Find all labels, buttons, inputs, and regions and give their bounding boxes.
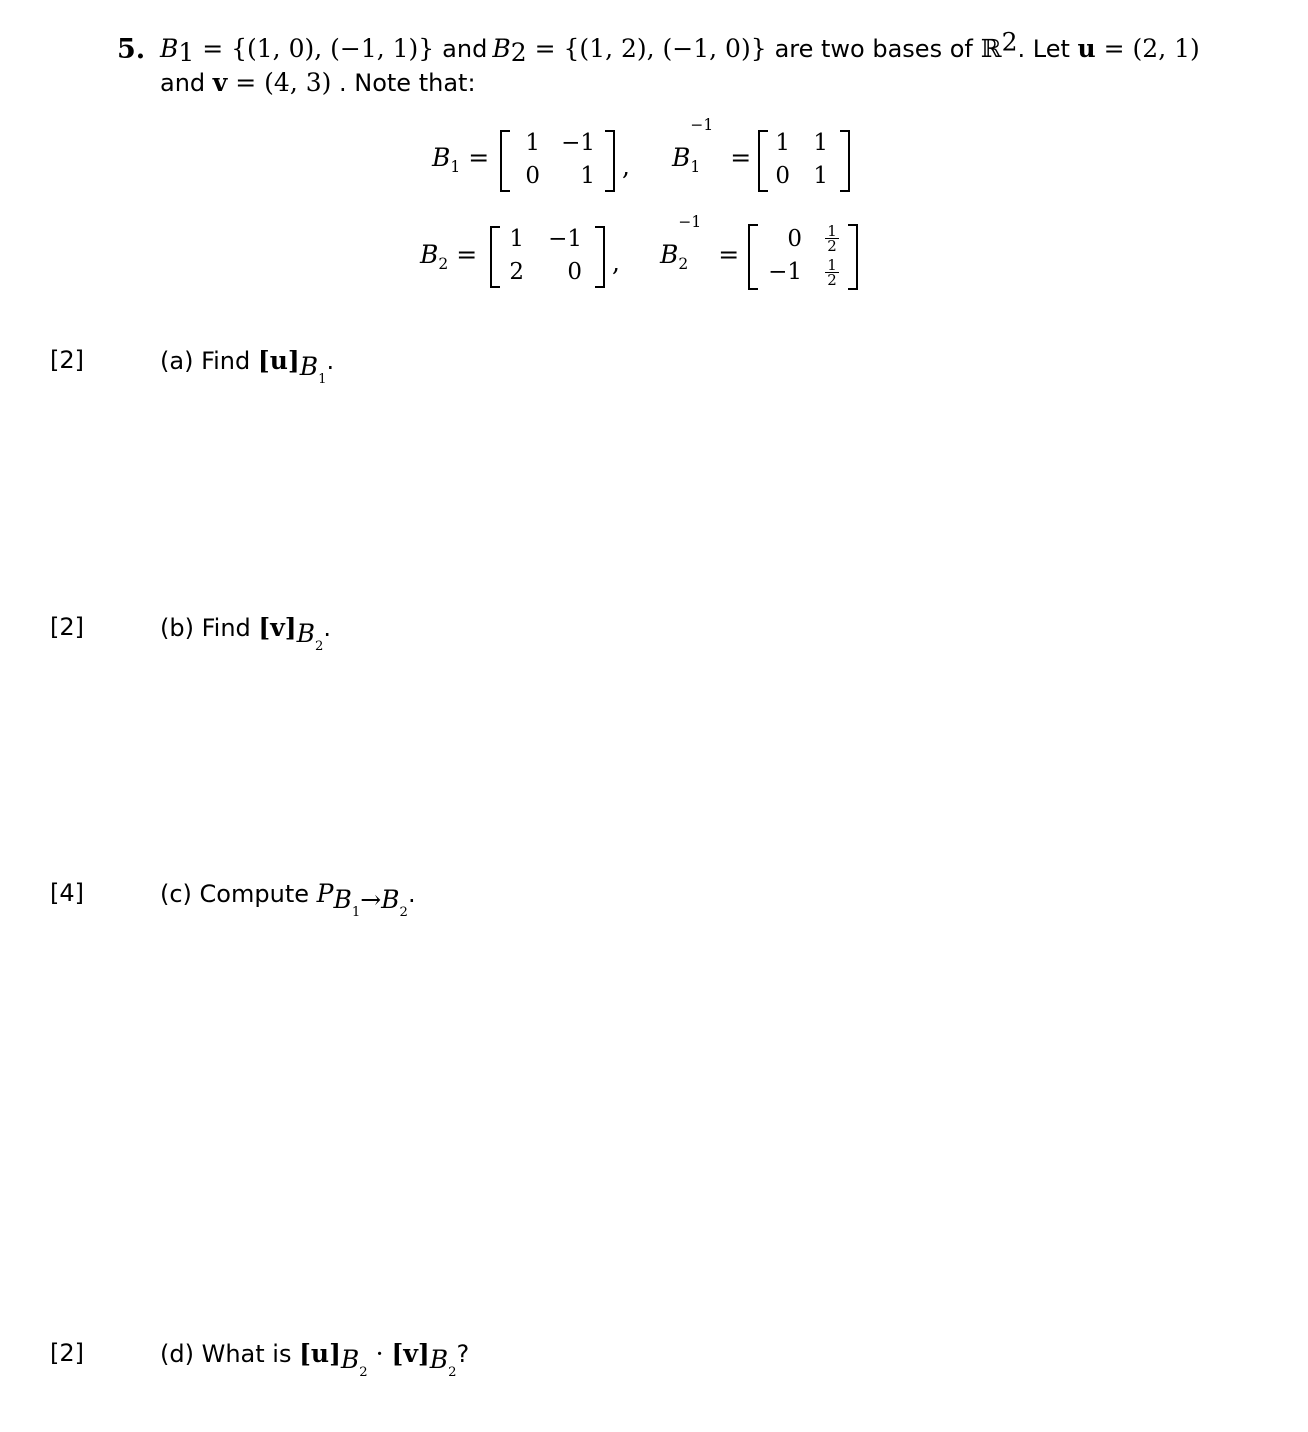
comma: ,	[612, 248, 620, 277]
part-b: (b) Find $[v]_{B2}$.	[160, 613, 331, 654]
matrix-cell: 1	[525, 130, 540, 156]
problem-statement-line-1	[160, 27, 1200, 68]
matrix-cell: 0	[567, 259, 582, 285]
matrix-b1	[500, 130, 615, 192]
fraction-half: $\frac{1}{2}$	[825, 224, 839, 253]
part-a: (a) Find $[u]_{B1}$.	[160, 346, 335, 387]
part-a-math: [u]	[257, 346, 300, 375]
part-d: (d) What is $[u]_{B2} \cdot [v]_{B2}$?	[160, 1339, 470, 1380]
matrix-b2-inverse	[748, 224, 858, 290]
part-d-label: (d) What is	[160, 1340, 300, 1368]
marks-part-d: [2]	[50, 1339, 84, 1367]
b1-set: = {(1, 0), (−1, 1)}	[194, 34, 443, 63]
note-text: . Note that:	[331, 69, 476, 97]
marks-part-a: [2]	[50, 346, 84, 374]
matrix-cell: 1	[775, 130, 790, 156]
b2-set: = {(1, 2), (−1, 0)}	[526, 34, 775, 63]
matrix-b1-label: $B_1$ =	[432, 143, 490, 176]
bases-text: are two bases of	[774, 35, 973, 63]
matrix-cell: −1	[561, 130, 595, 156]
matrix-cell: 1	[509, 226, 524, 252]
u-vector-value: = (2, 1)	[1095, 34, 1200, 63]
and-word-2: and	[160, 69, 213, 97]
b2-subscript: 2	[510, 38, 527, 68]
b1-subscript: 1	[178, 38, 195, 68]
real-space: ℝ	[972, 34, 1002, 63]
matrix-b1-inverse	[758, 130, 850, 192]
matrix-cell: −1	[768, 259, 802, 285]
matrix-cell: 0	[775, 163, 790, 189]
b1-name: B	[160, 34, 179, 63]
matrix-cell: 0	[787, 226, 802, 252]
problem-number: 5.	[117, 34, 146, 65]
matrix-b2	[490, 226, 605, 288]
part-b-math: [v]	[258, 613, 297, 642]
matrix-cell: 1	[813, 163, 828, 189]
real-space-dim: 2	[1001, 27, 1018, 57]
matrix-cell: 1	[813, 130, 828, 156]
comma: ,	[622, 152, 630, 181]
marks-part-c: [4]	[50, 879, 84, 907]
matrix-cell: 2	[509, 259, 524, 285]
part-c-math: P	[316, 879, 334, 908]
part-a-label: (a) Find	[160, 347, 258, 375]
matrix-b2-label: $B_2$ =	[420, 240, 478, 273]
part-b-label: (b) Find	[160, 614, 259, 642]
matrix-cell: −1	[548, 226, 582, 252]
matrix-cell: 0	[525, 163, 540, 189]
matrix-b2-inverse-label: B −1 $_2$ =	[660, 213, 740, 273]
part-c: (c) Compute $P_{B1\to B2}$.	[160, 879, 416, 920]
part-d-math-u: [u]	[299, 1339, 341, 1368]
b2-name: B	[492, 34, 511, 63]
v-vector-value: = (4, 3)	[227, 68, 332, 97]
let-text: . Let	[1017, 35, 1078, 63]
part-c-label: (c) Compute	[160, 880, 317, 908]
matrix-cell: 1	[580, 163, 595, 189]
part-d-math-v: [v]	[391, 1339, 430, 1368]
and-word: and	[442, 35, 488, 63]
fraction-half: $\frac{1}{2}$	[825, 258, 839, 287]
marks-part-b: [2]	[50, 613, 84, 641]
matrix-b1-inverse-label: B −1 $_1$ =	[672, 116, 752, 176]
v-vector-name: v	[212, 68, 228, 97]
problem-statement-line-2	[160, 68, 476, 97]
u-vector-name: u	[1077, 34, 1096, 63]
